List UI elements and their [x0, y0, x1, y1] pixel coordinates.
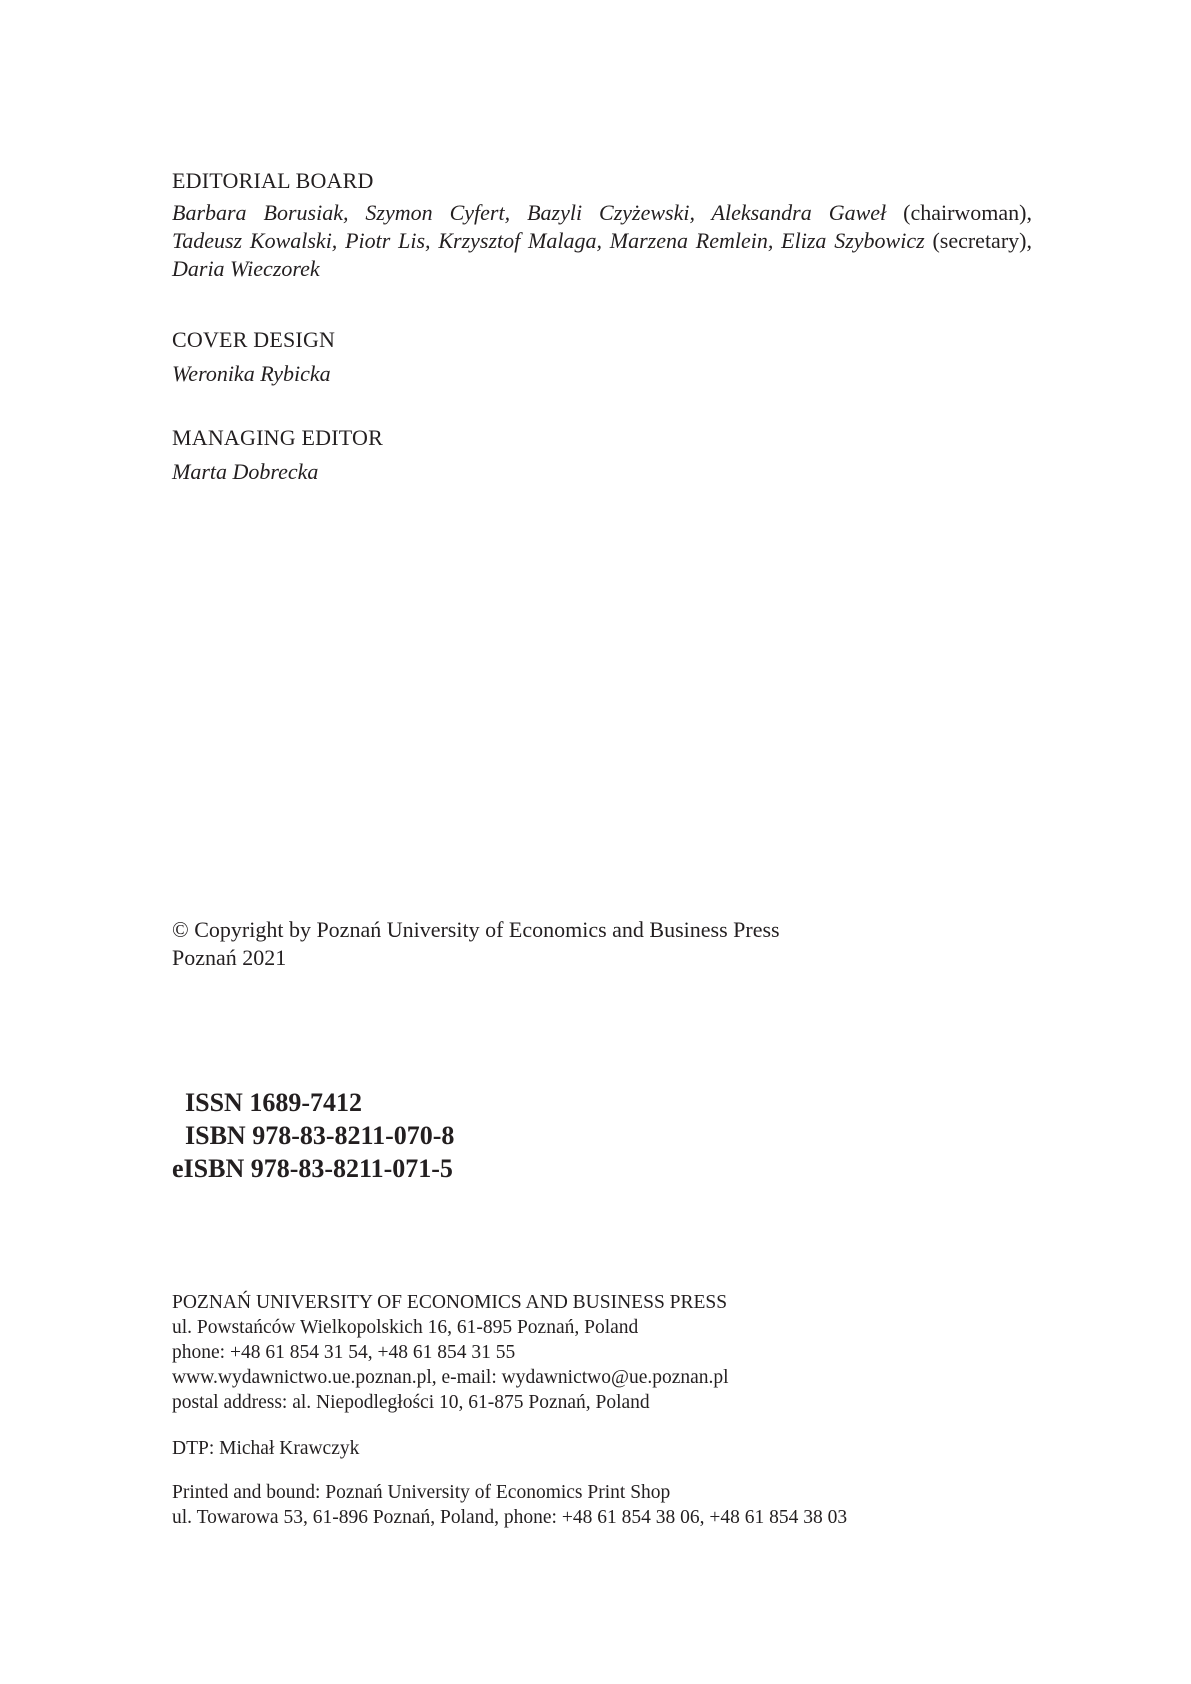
managing-editor-heading: MANAGING EDITOR	[172, 425, 383, 450]
identifiers-section	[172, 1086, 1032, 1185]
managing-editor-section	[172, 423, 1032, 486]
publisher-address: ul. Powstańców Wielkopolskich 16, 61-895 Poznań, Poland	[172, 1317, 639, 1338]
imprint-page	[172, 0, 1032, 1684]
managing-editor-name-text: Marta Dobrecka	[172, 459, 319, 484]
publisher-postal-address: postal address: al. Niepodległości 10, 61-875 Poznań, Poland	[172, 1392, 650, 1413]
publisher-name: POZNAŃ UNIVERSITY OF ECONOMICS AND BUSINESS PRESS	[172, 1292, 728, 1313]
editorial-board-section	[172, 166, 1032, 283]
editorial-board-line-3	[172, 255, 1032, 283]
eisbn: eISBN 978-83-8211-071-5	[172, 1154, 453, 1183]
editorial-board-heading: EDITORIAL BOARD	[172, 168, 374, 193]
printing-section	[172, 1480, 1032, 1530]
editorial-board-line-2	[172, 227, 1032, 255]
editorial-board-role-secretary: (secretary),	[924, 228, 1032, 253]
cover-designer-name-text: Weronika Rybicka	[172, 361, 331, 386]
isbn: ISBN 978-83-8211-070-8	[172, 1121, 455, 1150]
publisher-section	[172, 1290, 1032, 1415]
editorial-board-names-1: Barbara Borusiak, Szymon Cyfert, Bazyli Czyżewski, Aleksandra Gaweł	[172, 200, 887, 225]
printer-address: ul. Towarowa 53, 61-896 Poznań, Poland, phone: +48 61 854 38 06, +48 61 854 38 03	[172, 1507, 848, 1528]
dtp-credit: DTP: Michał Krawczyk	[172, 1438, 360, 1459]
printer-name: Printed and bound: Poznań University of Economics Print Shop	[172, 1482, 671, 1503]
editorial-board-members	[172, 199, 1032, 283]
managing-editor-name	[172, 458, 1032, 486]
editorial-board-names-2: Tadeusz Kowalski, Piotr Lis, Krzysztof Malaga, Marzena Remlein, Eliza Szybowicz	[172, 228, 925, 253]
copyright-place-year: Poznań 2021	[172, 945, 287, 970]
cover-design-section	[172, 325, 1032, 388]
copyright-line: © Copyright by Poznań University of Economics and Business Press	[172, 917, 780, 942]
cover-designer-name	[172, 360, 1032, 388]
copyright-notice	[172, 916, 1032, 972]
issn: ISSN 1689-7412	[172, 1088, 362, 1117]
editorial-board-line-1	[172, 199, 1032, 227]
cover-design-heading: COVER DESIGN	[172, 327, 336, 352]
editorial-board-role-chairwoman: (chairwoman),	[886, 200, 1033, 225]
publisher-phone: phone: +48 61 854 31 54, +48 61 854 31 55	[172, 1342, 516, 1363]
publisher-web-email: www.wydawnictwo.ue.poznan.pl, e-mail: wydawnictwo@ue.poznan.pl	[172, 1367, 729, 1388]
editorial-board-names-3: Daria Wieczorek	[172, 256, 320, 281]
